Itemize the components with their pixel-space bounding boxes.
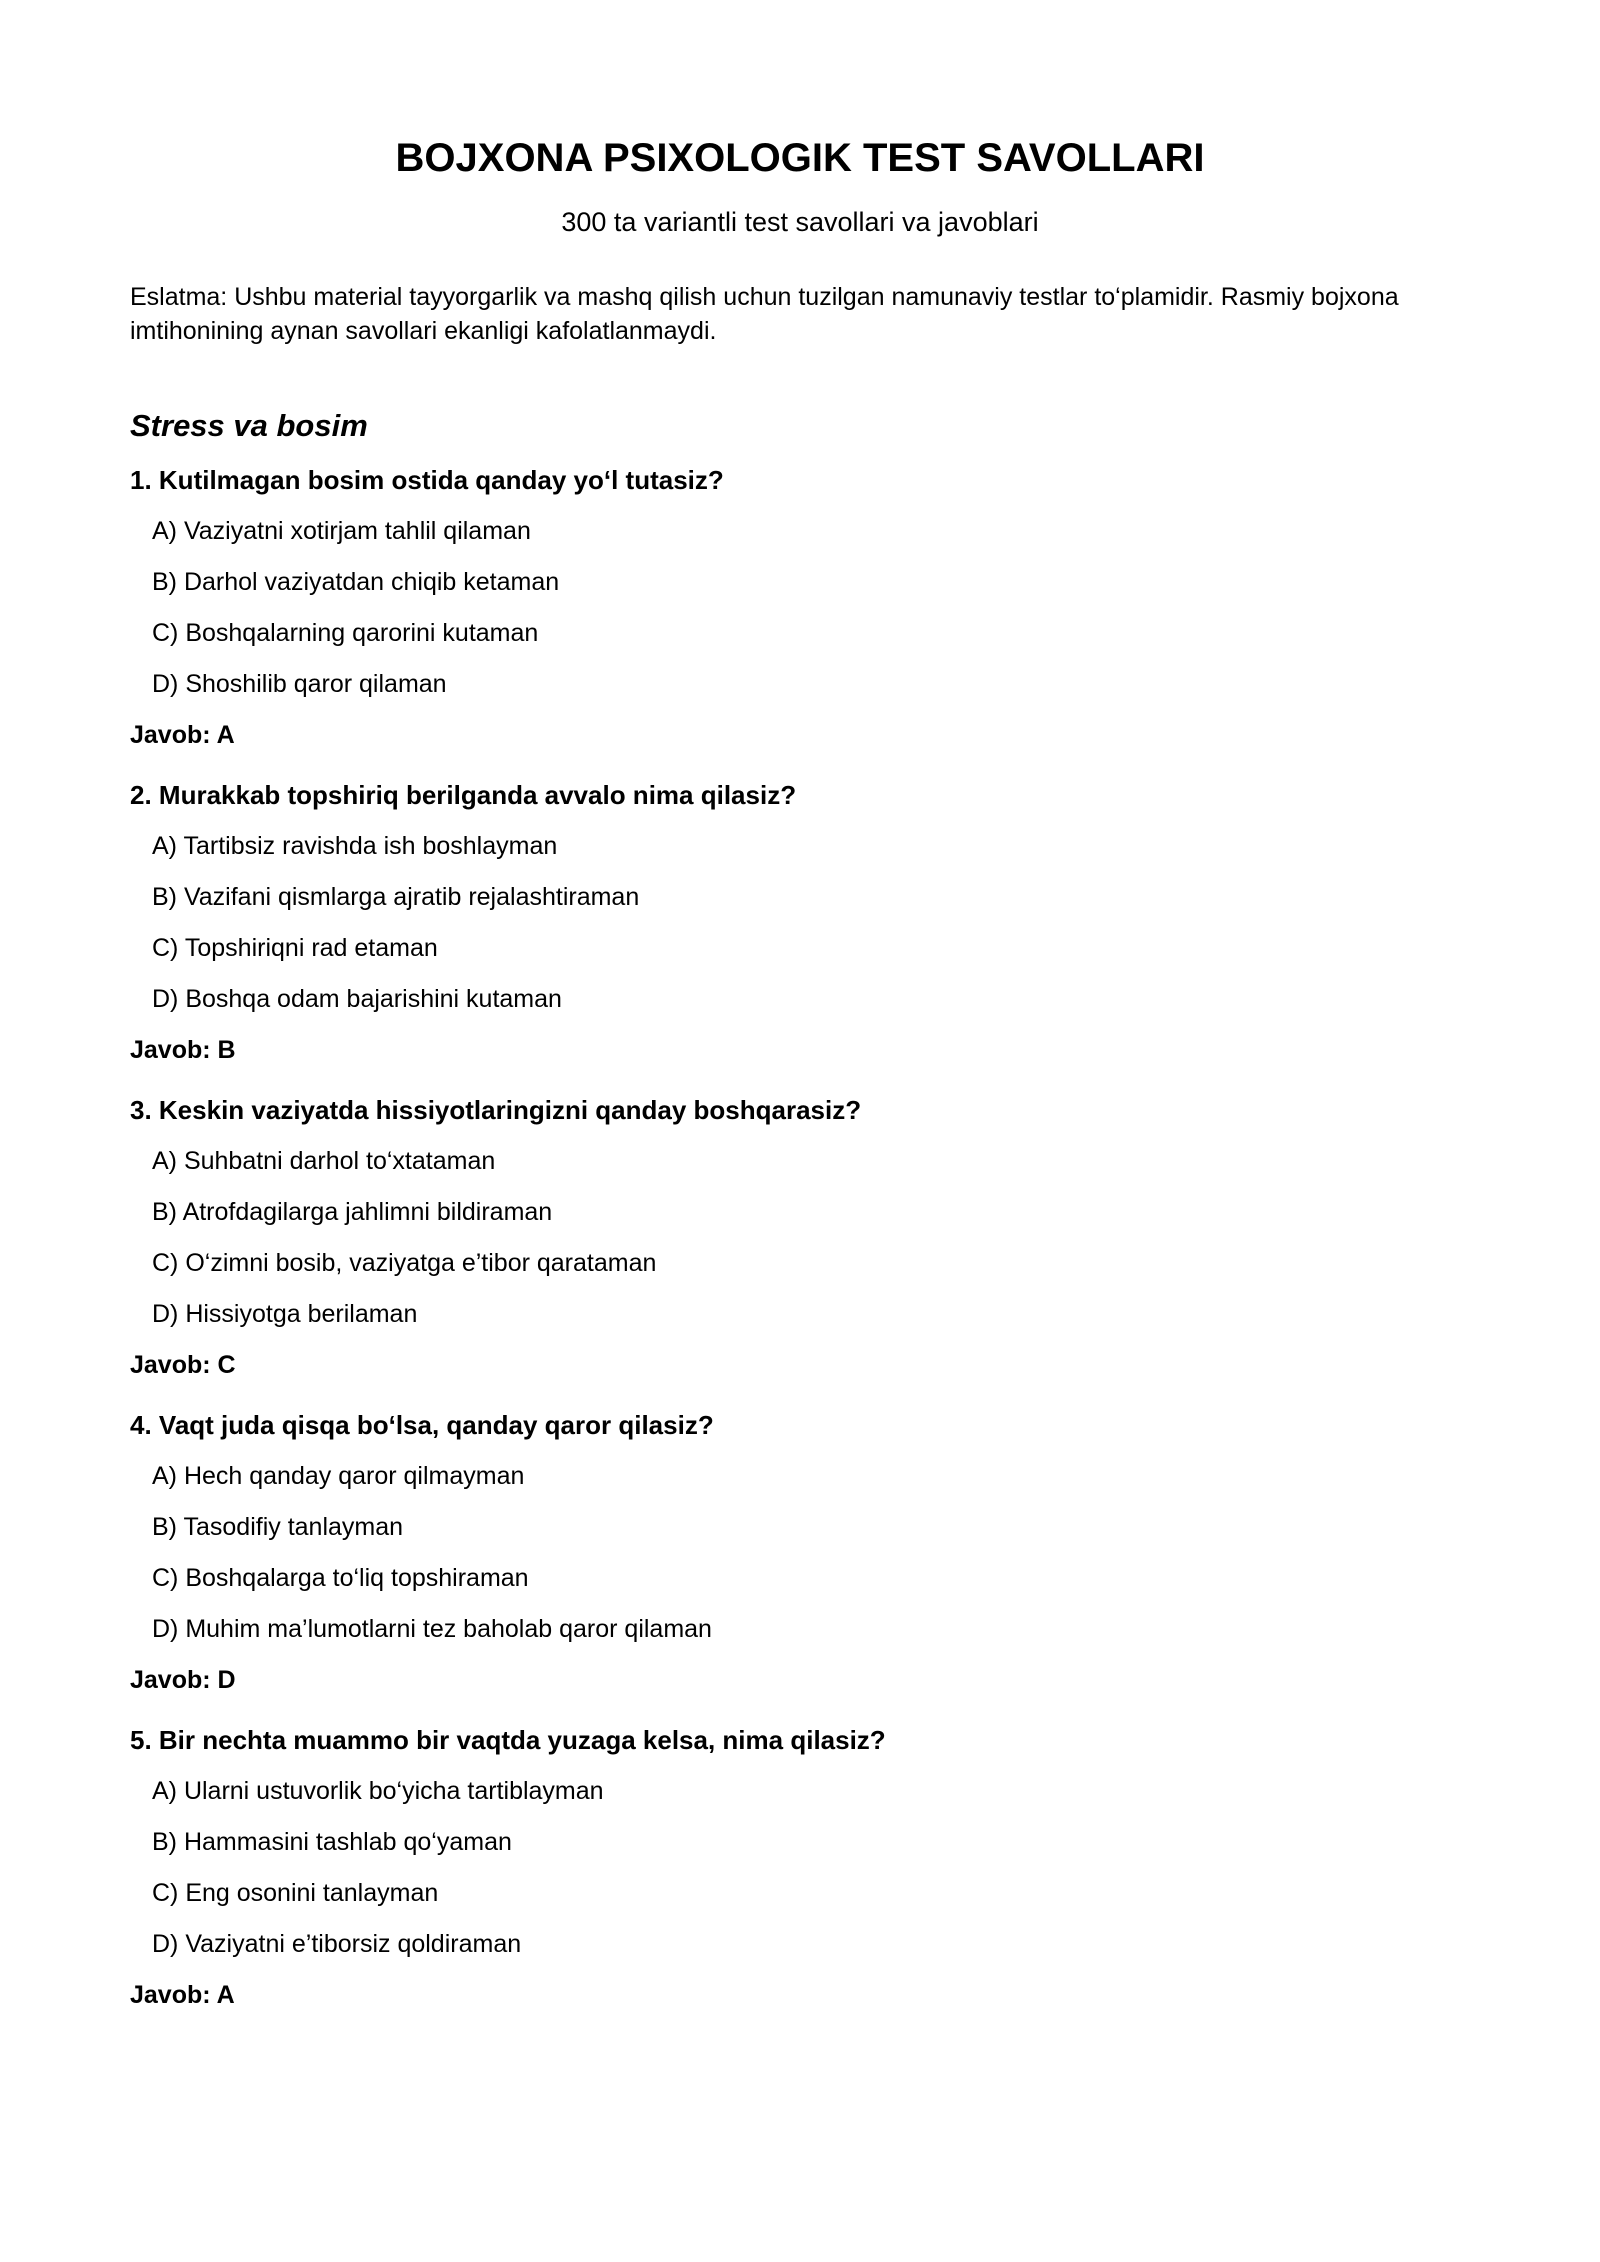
option-item: B) Vazifani qismlarga ajratib rejalashtiraman [152, 883, 640, 911]
question-list [130, 461, 1470, 2014]
option-item: A) Tartibsiz ravishda ish boshlayman [152, 832, 558, 860]
option-item: C) Boshqalarga to‘liq topshiraman [152, 1564, 529, 1592]
answer-line: Javob: C [130, 1351, 236, 1379]
question-text: 4. Vaqt juda qisqa bo‘lsa, qanday qaror qilasiz? [130, 1410, 714, 1440]
option-item: A) Vaziyatni xotirjam tahlil qilaman [152, 517, 531, 545]
option-item: D) Hissiyotga berilaman [152, 1300, 418, 1328]
option-item: D) Shoshilib qaror qilaman [152, 670, 447, 698]
option-item: C) Topshiriqni rad etaman [152, 934, 438, 962]
question-block [130, 1406, 1470, 1699]
option-item: B) Atrofdagilarga jahlimni bildiraman [152, 1198, 553, 1226]
option-list [130, 1457, 1470, 1648]
question-text: 5. Bir nechta muammo bir vaqtda yuzaga kelsa, nima qilasiz? [130, 1725, 886, 1755]
document-subtitle: 300 ta variantli test savollari va javoblari [561, 207, 1039, 237]
section-heading: Stress va bosim [130, 408, 368, 443]
question-text: 1. Kutilmagan bosim ostida qanday yo‘l tutasiz? [130, 465, 724, 495]
option-item: A) Hech qanday qaror qilmayman [152, 1462, 525, 1490]
option-item: D) Vaziyatni e’tiborsiz qoldiraman [152, 1930, 522, 1958]
answer-line: Javob: D [130, 1666, 236, 1694]
option-item: C) Eng osonini tanlayman [152, 1879, 439, 1907]
option-item: D) Boshqa odam bajarishini kutaman [152, 985, 562, 1013]
question-block [130, 461, 1470, 754]
answer-line: Javob: B [130, 1036, 236, 1064]
option-item: C) O‘zimni bosib, vaziyatga e’tibor qarataman [152, 1249, 657, 1277]
option-item: D) Muhim ma’lumotlarni tez baholab qaror qilaman [152, 1615, 712, 1643]
option-item: B) Darhol vaziyatdan chiqib ketaman [152, 568, 560, 596]
option-item: B) Hammasini tashlab qo‘yaman [152, 1828, 512, 1856]
document-title: BOJXONA PSIXOLOGIK TEST SAVOLLARI [395, 136, 1205, 180]
option-list [130, 1142, 1470, 1333]
question-block [130, 776, 1470, 1069]
option-list [130, 1772, 1470, 1963]
option-item: A) Suhbatni darhol to‘xtataman [152, 1147, 496, 1175]
answer-line: Javob: A [130, 721, 235, 749]
option-item: A) Ularni ustuvorlik bo‘yicha tartiblayman [152, 1777, 604, 1805]
answer-line: Javob: A [130, 1981, 235, 2009]
question-text: 2. Murakkab topshiriq berilganda avvalo nima qilasiz? [130, 780, 797, 810]
option-list [130, 512, 1470, 703]
option-list [130, 827, 1470, 1018]
option-item: C) Boshqalarning qarorini kutaman [152, 619, 539, 647]
document-note: Eslatma: Ushbu material tayyorgarlik va mashq qilish uchun tuzilgan namunaviy testlar to‘plamidir. Rasmiy bojxona imtihonining aynan savollari ekanligi kafolatlanmaydi. [130, 283, 1399, 345]
question-block [130, 1721, 1470, 2014]
question-block [130, 1091, 1470, 1384]
option-item: B) Tasodifiy tanlayman [152, 1513, 404, 1541]
question-text: 3. Keskin vaziyatda hissiyotlaringizni qanday boshqarasiz? [130, 1095, 862, 1125]
